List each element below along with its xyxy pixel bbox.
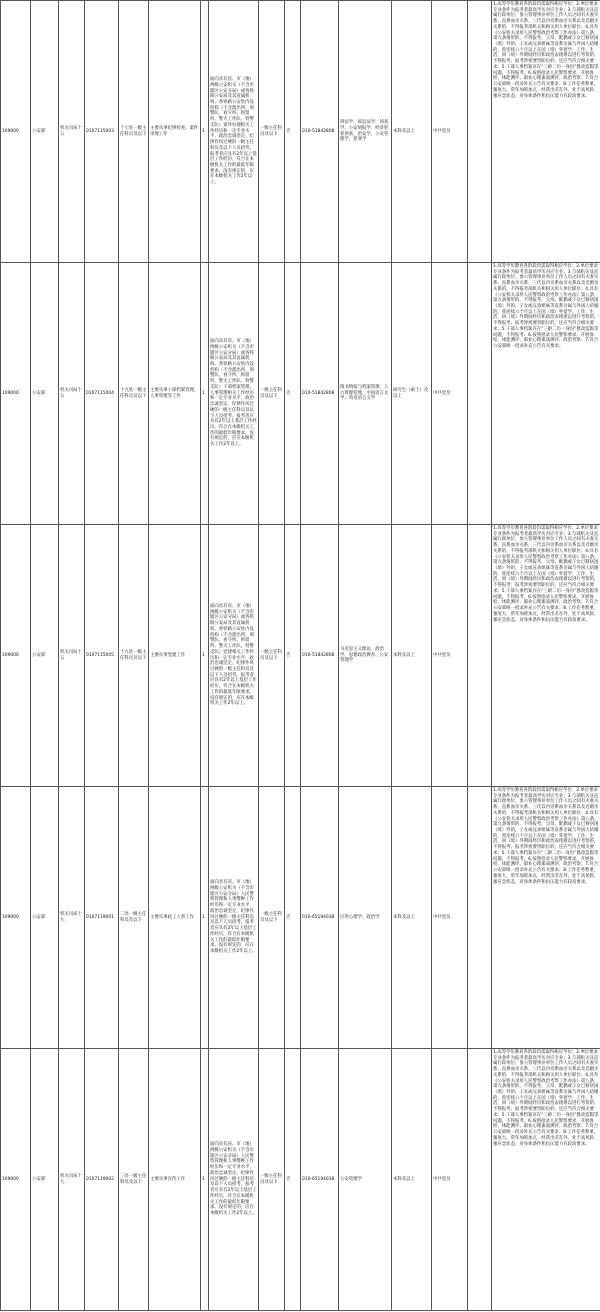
phone-cell: 010-51842808 [301,263,339,525]
table-row [1,525,600,787]
major-cell: 公安管理学 [339,1049,392,1311]
dept-code-cell: 109000 [1,1049,31,1311]
unit-cell: 机关司局十五 [59,525,85,787]
position-code-cell: 0107115005 [85,525,119,787]
eligible-cell: 一级主任科员及以下 [259,1049,285,1311]
table-row [1,1049,600,1311]
unit-cell: 机关司局十五 [59,263,85,525]
major-cell: 图书情报与档案管理、人力资源管理、中国语言文学、英语语言文学 [339,263,392,525]
scope-cell: 面向具有省、市（地）两级公安机关（不含市辖区公安分局）或各铁路公安局及其直属机构、各铁路公安处内设机构（不含派出所、刑警队、看守所、拘留所、警犬工作队、特警支队）干部档案管理、人事管理相关工作经历和一定专业水平，政治忠诚坚定、纪律作风过硬的一级主任科员及以下人员招考。报考者应具有2年以上基层工作经历，符合在本级机关工作的最低年限要求。没有规定的，应在本级机关工作2年以上。 [209,263,259,525]
major-cell: 刑法学、诉讼法学、侦查学、公安情报学、经济犯罪侦查、治安学、公安管理学、犯罪学 [339,1,392,263]
position-level-cell: 十九处一级主任科员及以下 [119,525,149,787]
position-level-cell: 十七处一级主任科员及以下 [119,1,149,263]
duties-cell: 主要从事干部档案管理、人事管理等工作 [149,263,201,525]
dept-code-cell: 109000 [1,263,31,525]
blank-cell [468,1049,492,1311]
dept-name-cell: 公安部 [31,263,59,525]
count-cell: 1 [201,787,209,1049]
eligible-cell: 一级主任科员及以下 [259,525,285,787]
dept-name-cell: 公安部 [31,1,59,263]
political-cell: 中共党员 [432,525,468,787]
dept-name-cell: 公安部 [31,525,59,787]
note-cell: 1.高等学历教育各阶段均需取得相应学位；2.单位要求专业条件为报考者最高学历对应专业；3.与部机关及直属行政单位、参公管理事业单位工作人员之间有夫妻关系、直系血亲关系、三代以内旁系血亲关系以及近姻亲关系的，不得报考部机关和相关用人单位职位；4.具有《公安机关录用人民警察政治考察工作办法》第八条、第九条情形的，不得报考，父母、配偶或子女已移居国（境）外的，子女或兄弟姐妹等直系亲属与外国人结婚的，曾连续六个月以上在国（境）外留学、工作、生活，回（境）外期间经历和政治表现难以进行考察的，不得报考；报考涉密要害职位的，还应当符合相关要求；5.干部人事档案存在“三龄二历一身份”篡改造假等问题，不得报考；6.按照招录人民警察要求，开展体检、体能测评、职业心理素质测评、政治考察；7.符合公安部统一招录补充公告有关要求；8.工作任务繁重，强度大，常年加班加点，经常出差在外，处于高风险、强应急状态，对身体条件和抗压能力有较高要求。 [492,525,600,787]
dept-code-cell: 109000 [1,1,31,263]
blank-cell [468,1,492,263]
table-row [1,263,600,525]
education-cell: 本科及以上 [392,1049,432,1311]
scope-cell: 面向具有省、市（地）两级公安机关（不含市辖区公安分局）人民警察管理和人事警种工作经历和一定专业水平，政治忠诚坚定、纪律作风过硬的一级主任科员及以下人员招考。报考者应具有2年以上基层工作经历，符合在本级机关工作的最低年限要求。没有规定的，应在本级机关工作2年以上。 [209,787,259,1049]
note-cell: 1.高等学历教育各阶段均需取得相应学位；2.单位要求专业条件为报考者最高学历对应专业；3.与部机关及直属行政单位、参公管理事业单位工作人员之间有夫妻关系、直系血亲关系、三代以内旁系血亲关系以及近姻亲关系的，不得报考部机关和相关用人单位职位；4.具有《公安机关录用人民警察政治考察工作办法》第八条、第九条情形的，不得报考，父母、配偶或子女已移居国（境）外的，子女或兄弟姐妹等直系亲属与外国人结婚的，曾连续六个月以上在国（境）外留学、工作、生活，回（境）外期间经历和政治表现难以进行考察的，不得报考；报考涉密要害职位的，还应当符合相关要求；5.干部人事档案存在“三龄二历一身份”篡改造假等问题，不得报考；6.按照招录人民警察要求，开展体检、体能测评、职业心理素质测评、政治考察；7.符合公安部统一招录补充公告有关要求；8.工作任务繁重，强度大，常年加班加点，经常出差在外，处于高风险、强应急状态，对身体条件和抗压能力有较高要求。 [492,1,600,263]
unit-cell: 机关司局十五 [59,1,85,263]
phone-cell: 010-65194038 [301,787,339,1049]
education-cell: 本科及以上 [392,787,432,1049]
position-level-cell: 三处一级主任科员及以下 [119,1049,149,1311]
dept-name-cell: 公安部 [31,787,59,1049]
note-cell: 1.高等学历教育各阶段均需取得相应学位；2.单位要求专业条件为报考者最高学历对应专业；3.与部机关及直属行政单位、参公管理事业单位工作人员之间有夫妻关系、直系血亲关系、三代以内旁系血亲关系以及近姻亲关系的，不得报考部机关和相关用人单位职位；4.具有《公安机关录用人民警察政治考察工作办法》第八条、第九条情形的，不得报考，父母、配偶或子女已移居国（境）外的，子女或兄弟姐妹等直系亲属与外国人结婚的，曾连续六个月以上在国（境）外留学、工作、生活，回（境）外期间经历和政治表现难以进行考察的，不得报考；报考涉密要害职位的，还应当符合相关要求；5.干部人事档案存在“三龄二历一身份”篡改造假等问题，不得报考；6.按照招录人民警察要求，开展体检、体能测评、职业心理素质测评、政治考察；7.符合公安部统一招录补充公告有关要求。 [492,263,600,525]
duties-cell: 主要从事政工人事工作 [149,787,201,1049]
eligible-cell: 一级主任科员及以下 [259,787,285,1049]
eligible-cell: 一级主任科员及以下 [259,263,285,525]
scope-cell: 面向具有省、市（地）两级公安机关（不含市辖区公安分局）或各铁路公安局及其直属机构、各铁路公安处内设机构（不含派出所、刑警队、看守所、拘留所、警犬工作队、特警支队）案件办理相关工作经历和一定专业水平，政治忠诚坚定、纪律作风过硬的一级主任科员及以下人员招考。报考者应具有2年以上基层工作经历，符合在本级机关工作的最低年限要求。没有规定的，应在本级机关工作2年以上。 [209,1,259,263]
scope-cell: 面向具有省、市（地）两级公安机关（不含市辖区公安分局）人民警察管理和人事警种工作经历和一定专业水平，政治忠诚坚定、纪律作风过硬的一级主任科员及以下人员招考。报考者应具有2年以上基层工作经历，符合在本级机关工作的最低年限要求。没有规定的，应在本级机关工作2年以上。 [209,1049,259,1311]
education-cell: 本科及以上 [392,525,432,787]
note-cell: 1.高等学历教育各阶段均需取得相应学位；2.单位要求专业条件为报考者最高学历对应专业；3.与部机关及直属行政单位、参公管理事业单位工作人员之间有夫妻关系、直系血亲关系、三代以内旁系血亲关系以及近姻亲关系的，不得报考部机关和相关用人单位职位；4.具有《公安机关录用人民警察政治考察工作办法》第八条、第九条情形的，不得报考，父母、配偶或子女已移居国（境）外的，子女或兄弟姐妹等直系亲属与外国人结婚的，曾连续六个月以上在国（境）外留学、工作、生活，回（境）外期间经历和政治表现难以进行考察的，不得报考；报考涉密要害职位的，还应当符合相关要求；5.干部人事档案存在“三龄二历一身份”篡改造假等问题，不得报考；6.按照招录人民警察要求，开展体检、体能测评、职业心理素质测评、政治考察；7.符合公安部统一招录补充公告有关要求；8.工作任务繁重，强度大，常年加班加点，经常出差在外，处于高风险、强应急状态，对身体条件和抗压能力有较高要求。 [492,787,600,1049]
dept-code-cell: 109000 [1,525,31,787]
blank-cell [468,787,492,1049]
unit-cell: 机关司局十九 [59,1049,85,1311]
verify-cell: 否 [285,1,301,263]
political-cell: 中共党员 [432,263,468,525]
note-cell: 1.高等学历教育各阶段均需取得相应学位；2.单位要求专业条件为报考者最高学历对应专业；3.与部机关及直属行政单位、参公管理事业单位工作人员之间有夫妻关系、直系血亲关系、三代以内旁系血亲关系以及近姻亲关系的，不得报考部机关和相关用人单位职位；4.具有《公安机关录用人民警察政治考察工作办法》第八条、第九条情形的，不得报考，父母、配偶或子女已移居国（境）外的，子女或兄弟姐妹等直系亲属与外国人结婚的，曾连续六个月以上在国（境）外留学、工作、生活，回（境）外期间经历和政治表现难以进行考察的，不得报考；报考涉密要害职位的，还应当符合相关要求；5.干部人事档案存在“三龄二历一身份”篡改造假等问题，不得报考；6.按照招录人民警察要求，开展体检、体能测评、职业心理素质测评、政治考察；7.符合公安部统一招录补充公告有关要求；8.工作任务繁重，强度大，常年加班加点，经常出差在外，处于高风险、强应急状态，对身体条件和抗压能力有较高要求。 [492,1049,600,1311]
position-code-cell: 0107119001 [85,787,119,1049]
count-cell: 1 [201,1049,209,1311]
scope-cell: 面向具有省、市（地）两级公安机关（不含市辖区公安分局）或各铁路公安局及其直属机构、各铁路公安处内设机构（不含派出所、刑警队、看守所、拘留所、警犬工作队、特警支队）党建相关工作经历和一定专业水平，政治忠诚坚定、纪律作风过硬的一级主任科员及以下人员招考。报考者应具有2年以上基层工作经历，符合在本级机关工作的最低年限要求。没有规定的，应在本级机关工作2年以上。 [209,525,259,787]
unit-cell: 机关司局十九 [59,787,85,1049]
dept-code-cell: 109000 [1,787,31,1049]
political-cell: 中共党员 [432,1049,468,1311]
position-level-cell: 二处一级主任科员及以下 [119,787,149,1049]
position-code-cell: 0107119002 [85,1049,119,1311]
duties-cell: 主要从事宣传工作 [149,1049,201,1311]
position-code-cell: 0107115003 [85,1,119,263]
major-cell: 马克思主义理论、政治学、思想政治教育、公安管理学 [339,525,392,787]
phone-cell: 010-51842808 [301,525,339,787]
major-cell: 应用心理学、政治学 [339,787,392,1049]
verify-cell: 否 [285,525,301,787]
blank-cell [468,525,492,787]
blank-cell [468,263,492,525]
table-row [1,1,600,263]
phone-cell: 010-65194038 [301,1049,339,1311]
political-cell: 中共党员 [432,1,468,263]
count-cell: 1 [201,1,209,263]
position-code-cell: 0107115004 [85,263,119,525]
table-row [1,787,600,1049]
eligible-cell: 一级主任科员及以下 [259,1,285,263]
duties-cell: 主要从事纪律检查、案件审理工作 [149,1,201,263]
verify-cell: 否 [285,1049,301,1311]
dept-name-cell: 公安部 [31,1049,59,1311]
position-level-cell: 十九处一级主任科员及以下 [119,263,149,525]
verify-cell: 否 [285,263,301,525]
count-cell: 1 [201,525,209,787]
education-cell: 本科及以上 [392,1,432,263]
phone-cell: 010-51842808 [301,1,339,263]
political-cell: 中共党员 [432,787,468,1049]
education-cell: 研究生（硕士）及以上 [392,263,432,525]
verify-cell: 否 [285,787,301,1049]
count-cell: 1 [201,263,209,525]
duties-cell: 主要从事党建工作 [149,525,201,787]
